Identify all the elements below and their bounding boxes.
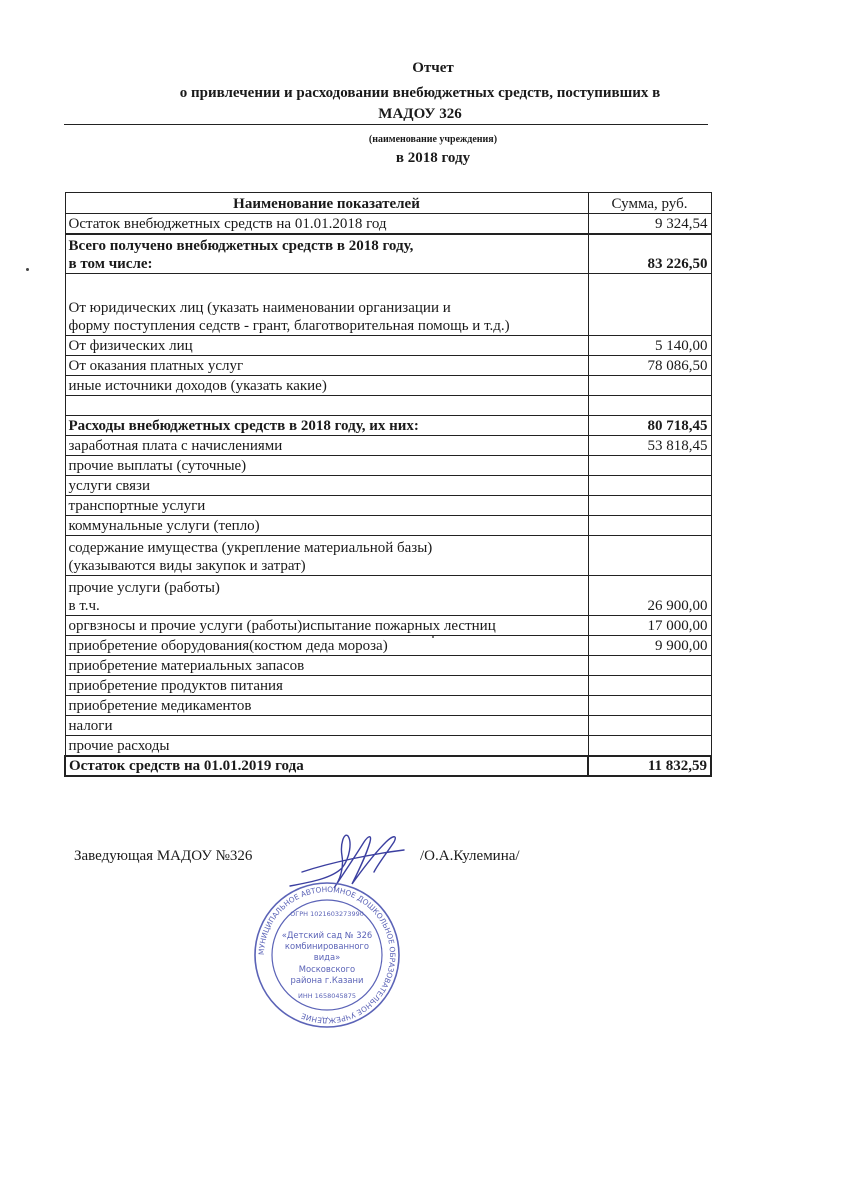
row-sum <box>588 456 711 476</box>
row-label: прочие выплаты (суточные) <box>65 456 588 476</box>
table-row <box>65 234 711 274</box>
row-label: услуги связи <box>65 476 588 496</box>
row-label: коммунальные услуги (тепло) <box>65 516 588 536</box>
signer-name: /О.А.Кулемина/ <box>420 848 520 864</box>
table-row <box>65 696 711 716</box>
column-header-sum: Сумма, руб. <box>588 193 711 214</box>
row-label: приобретение медикаментов <box>65 696 588 716</box>
table-row <box>65 436 711 456</box>
stamp-outer-textpath: МУНИЦИПАЛЬНОЕ АВТОНОМНОЕ ДОШКОЛЬНОЕ ОБРАЗОВАТЕЛЬНОЕ УЧРЕЖДЕНИЕ <box>256 884 398 1026</box>
row-label: транспортные услуги <box>65 496 588 516</box>
row-label: прочие расходы <box>65 736 588 756</box>
row-sum: 78 086,50 <box>588 356 711 376</box>
report-subtitle: о привлечении и расходовании внебюджетных средств, поступивших в <box>179 85 661 101</box>
table-row <box>65 636 711 656</box>
row-label: Остаток внебюджетных средств на 01.01.2018 год <box>65 214 588 234</box>
row-label: иные источники доходов (указать какие) <box>65 376 588 396</box>
row-sum <box>588 476 711 496</box>
row-sum: 9 900,00 <box>588 636 711 656</box>
report-title: Отчет <box>412 60 454 76</box>
row-sum <box>588 676 711 696</box>
row-label-line1: содержание имущества (укрепление материальной базы) <box>68 540 433 556</box>
row-label: Остаток средств на 01.01.2019 года <box>65 756 588 776</box>
row-label: Расходы внебюджетных средств в 2018 году, их них: <box>65 416 588 436</box>
stamp-center-line: вида» <box>313 952 341 962</box>
table-row <box>65 536 711 576</box>
row-sum <box>588 516 711 536</box>
row-sum: 11 832,59 <box>588 756 711 776</box>
row-label <box>65 396 588 416</box>
table-header-row <box>65 193 711 214</box>
row-sum: 9 324,54 <box>588 214 711 234</box>
table-row-final-balance <box>65 756 711 776</box>
stamp-center-line: Московского <box>298 964 356 974</box>
row-label-line2: форму поступления седств - грант, благотворительная помощь и т.д.) <box>68 318 510 334</box>
row-sum <box>588 696 711 716</box>
table-row <box>65 416 711 436</box>
row-sum: 83 226,50 <box>588 234 711 274</box>
table-row <box>65 456 711 476</box>
table-row <box>65 616 711 636</box>
table-row <box>65 736 711 756</box>
row-label: От оказания платных услуг <box>65 356 588 376</box>
row-label: налоги <box>65 716 588 736</box>
row-sum <box>588 396 711 416</box>
row-sum <box>588 656 711 676</box>
table-row <box>65 496 711 516</box>
row-sum: 53 818,45 <box>588 436 711 456</box>
table-row <box>65 656 711 676</box>
row-sum <box>588 274 711 336</box>
column-header-name: Наименование показателей <box>65 193 588 214</box>
row-label: приобретение продуктов питания <box>65 676 588 696</box>
table-row <box>65 396 711 416</box>
row-label-line1: От юридических лиц (указать наименовании организации и <box>68 300 451 316</box>
row-sum: 17 000,00 <box>588 616 711 636</box>
stamp-center-line: района г.Казани <box>290 975 364 985</box>
row-label: заработная плата с начислениями <box>65 436 588 456</box>
stamp-inn: ИНН 1658045875 <box>297 992 357 1000</box>
row-label: приобретение материальных запасов <box>65 656 588 676</box>
row-sum <box>588 496 711 516</box>
row-sum: 80 718,45 <box>588 416 711 436</box>
institution-caption: (наименование учреждения) <box>368 134 498 145</box>
institution-name: МАДОУ 326 <box>378 106 462 122</box>
row-label <box>65 274 588 336</box>
signer-position: Заведующая МАДОУ №326 <box>74 848 253 864</box>
table-row <box>65 516 711 536</box>
table-row <box>65 576 711 616</box>
table-row <box>65 476 711 496</box>
row-sum <box>588 716 711 736</box>
scan-speck <box>432 636 434 638</box>
row-label-line2: в т.ч. <box>68 598 100 614</box>
scan-speck <box>26 268 29 271</box>
row-label-line1: Всего получено внебюджетных средств в 2018 году, <box>68 238 414 254</box>
table-row <box>65 376 711 396</box>
row-label-line1: прочие услуги (работы) <box>68 580 220 596</box>
table-row <box>65 336 711 356</box>
institution-underline <box>64 124 708 125</box>
row-label-line2: (указываются виды закупок и затрат) <box>68 558 306 574</box>
table-row <box>65 716 711 736</box>
table-row <box>65 356 711 376</box>
report-year: в 2018 году <box>395 150 471 166</box>
row-sum <box>588 736 711 756</box>
official-stamp <box>252 880 402 1030</box>
row-label: От физических лиц <box>65 336 588 356</box>
row-label-line2: в том числе: <box>68 256 153 272</box>
row-sum <box>588 376 711 396</box>
report-table <box>64 192 712 777</box>
row-label <box>65 234 588 274</box>
row-sum: 26 900,00 <box>588 576 711 616</box>
table-row <box>65 214 711 234</box>
row-label: приобретение оборудования(костюм деда мороза) <box>65 636 588 656</box>
table-row <box>65 274 711 336</box>
table-row <box>65 676 711 696</box>
row-label: оргвзносы и прочие услуги (работы)испытание пожарных лестниц <box>65 616 588 636</box>
row-sum: 5 140,00 <box>588 336 711 356</box>
row-label <box>65 536 588 576</box>
stamp-ogrn: ОГРН 1021603273990 <box>290 910 364 918</box>
stamp-center-line: комбинированного <box>284 941 370 951</box>
row-sum <box>588 536 711 576</box>
stamp-center-line: «Детский сад № 326 <box>281 930 373 940</box>
row-label <box>65 576 588 616</box>
